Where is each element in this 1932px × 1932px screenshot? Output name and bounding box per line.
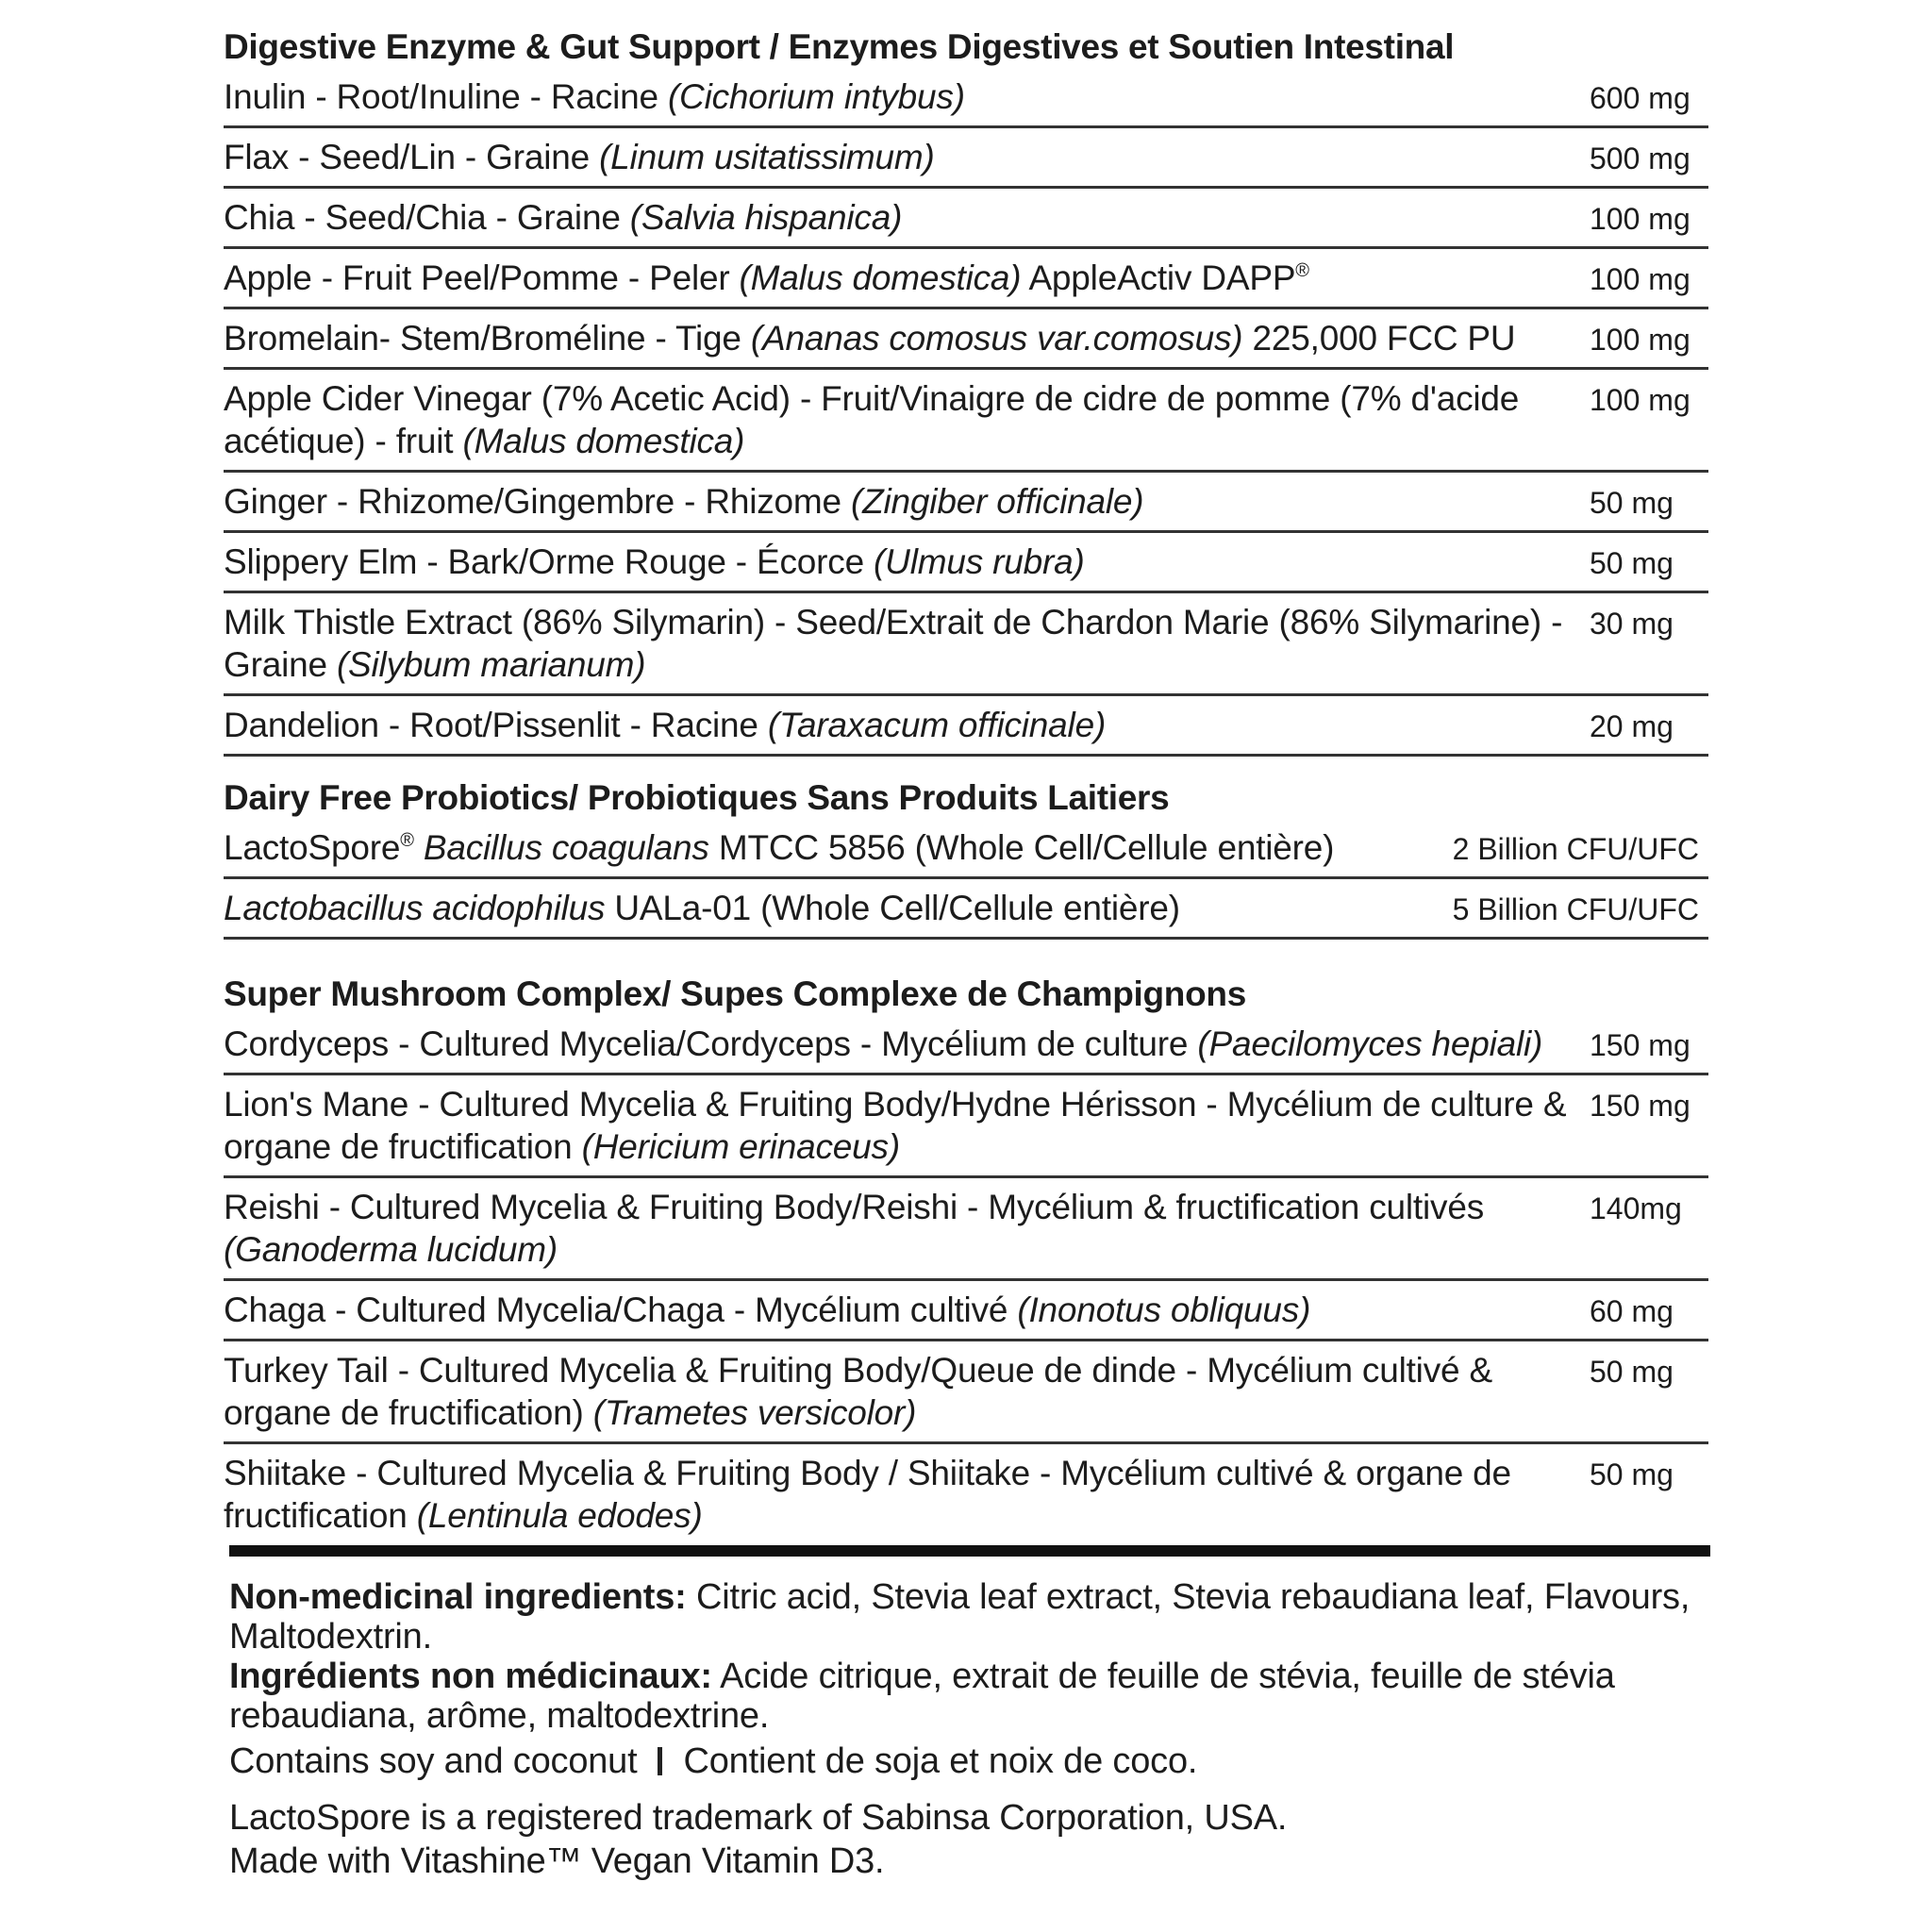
ingredient-text: Cordyceps - Cultured Mycelia/Cordyceps - Mycélium de culture [224,1024,1198,1063]
ingredient-amount: 100 mg [1590,383,1690,417]
scientific-name: (Silybum marianum) [336,645,646,684]
ingredient-row [224,1075,1708,1178]
ingredient-row [224,533,1708,593]
allergen-line [229,1740,1720,1783]
ingredient-name [224,75,1582,118]
section-digestive [224,26,1708,757]
ingredient-text: MTCC 5856 (Whole Cell/Cellule entière) [708,828,1335,867]
nmi-en-label: Non-medicinal ingredients: [229,1577,687,1617]
notes-block [229,1577,1720,1883]
section-title: Super Mushroom Complex/ Supes Complexe de Champignons [224,974,1246,1013]
scientific-name: (Salvia hispanica) [629,198,903,237]
scientific-name: (Taraxacum officinale) [767,706,1107,744]
ingredient-text: Reishi - Cultured Mycelia & Fruiting Body/Reishi - Mycélium & fructification cultivés [224,1188,1484,1226]
ingredient-text: Milk Thistle Extract (86% Silymarin) - Seed/Extrait de Chardon Marie (86% Silymarine) - Graine [224,603,1563,684]
ingredient-row [224,593,1708,696]
ingredient-list [224,68,1708,757]
ingredient-row [224,1015,1708,1075]
ingredient-row [224,819,1708,879]
made-rest: itashine™ Vegan Vitamin D3. [424,1841,885,1881]
scientific-name: (Cichorium intybus) [667,77,965,116]
divider-rule [229,1545,1710,1557]
ingredient-text: Inulin - Root/Inuline - Racine [224,77,668,116]
registered-mark: ® [1295,260,1309,281]
ingredient-text: Ginger - Rhizome/Gingembre - Rhizome [224,482,851,521]
scientific-name: (Trametes versicolor) [592,1393,917,1432]
ingredient-name [224,1289,1582,1331]
ingredient-row [224,1281,1708,1341]
ingredient-list [224,819,1708,940]
ingredient-amount: 50 mg [1590,1457,1674,1491]
ingredient-amount: 500 mg [1590,142,1690,175]
ingredient-text: 225,000 FCC PU [1242,319,1516,358]
ingredient-text: LactoSpore [224,828,401,867]
made-prefix: Made with V [229,1841,425,1881]
ingredient-amount: 50 mg [1590,1355,1674,1389]
scientific-name: (Hericium erinaceus) [581,1127,900,1166]
scientific-name: (Lentinula edodes) [416,1496,703,1535]
scientific-name: Lactobacillus acidophilus [224,889,606,927]
ingredient-name [224,317,1582,359]
section-title: Digestive Enzyme & Gut Support / Enzymes Digestives et Soutien Intestinal [224,27,1455,66]
ingredient-amount: 100 mg [1590,202,1690,236]
ingredient-amount: 50 mg [1590,486,1674,520]
ingredient-row [224,128,1708,189]
ingredient-text: Flax - Seed/Lin - Graine [224,138,600,176]
ingredient-row [224,1178,1708,1281]
ingredient-name [224,887,1412,929]
ingredient-name [224,136,1582,178]
ingredient-amount: 30 mg [1590,607,1674,641]
scientific-name: (Ananas comosus var.comosus) [750,319,1243,358]
ingredient-amount: 140mg [1590,1191,1682,1225]
ingredient-amount: 100 mg [1590,262,1690,296]
ingredient-row [224,249,1708,309]
ingredient-amount: 60 mg [1590,1294,1674,1328]
ingredient-text: Chia - Seed/Chia - Graine [224,198,630,237]
scientific-name: (Zingiber officinale) [851,482,1144,521]
ingredient-amount: 50 mg [1590,546,1674,580]
ingredient-name [224,704,1582,746]
scientific-name: Bacillus coagulans [413,828,709,867]
ingredient-name [224,826,1412,869]
scientific-name: (Inonotus obliquus) [1017,1291,1311,1329]
ingredient-row [224,189,1708,249]
nmi-en-text: Citric acid, Stevia leaf extract, Stevia rebaudiana leaf, Flavours, Maltodextrin. [229,1577,1690,1657]
ingredient-row [224,1444,1708,1544]
scientific-name: (Ganoderma lucidum) [224,1230,558,1269]
non-medicinal-fr [229,1657,1720,1736]
ingredient-row [224,370,1708,473]
contains-en: Contains soy and coconut [229,1741,638,1781]
ingredient-name [224,257,1582,299]
ingredient-text: AppleActiv DAPP [1021,258,1296,297]
ingredient-name [224,196,1582,239]
ingredient-row [224,696,1708,757]
ingredient-row [224,473,1708,533]
scientific-name: (Linum usitatissimum) [599,138,935,176]
ingredient-row [224,68,1708,128]
ingredient-name [224,1349,1582,1434]
vitashine-line [229,1840,1720,1883]
ingredient-amount: 100 mg [1590,323,1690,357]
ingredient-text: Lion's Mane - Cultured Mycelia & Fruiting Body/Hydne Hérisson - Mycélium de culture & organe de fructification [224,1085,1567,1166]
ingredient-amount: 5 Billion CFU/UFC [1452,892,1699,926]
ingredient-name [224,1452,1582,1537]
registered-mark: ® [400,830,414,851]
ingredient-text: Dandelion - Root/Pissenlit - Racine [224,706,768,744]
ingredient-amount: 600 mg [1590,81,1690,115]
trademark-line: LactoSpore is a registered trademark of Sabinsa Corporation, USA. [229,1798,1288,1838]
contains-fr: Contient de soja et noix de coco. [683,1741,1198,1781]
ingredient-text: Apple - Fruit Peel/Pomme - Peler [224,258,740,297]
non-medicinal-en [229,1577,1720,1657]
ingredient-text: Turkey Tail - Cultured Mycelia & Fruiting Body/Queue de dinde - Mycélium cultivé & organe de fructification) [224,1351,1492,1432]
section-title: Dairy Free Probiotics/ Probiotiques Sans Produits Laitiers [224,778,1170,817]
ingredient-amount: 2 Billion CFU/UFC [1452,832,1699,866]
ingredient-text: Chaga - Cultured Mycelia/Chaga - Mycélium cultivé [224,1291,1018,1329]
section-probiotics [224,777,1708,940]
separator-bar [658,1747,662,1775]
ingredient-amount: 20 mg [1590,709,1674,743]
ingredient-list [224,1015,1708,1544]
scientific-name: (Malus domestica) [462,422,745,460]
ingredient-name [224,1083,1582,1168]
ingredient-row [224,1341,1708,1444]
ingredient-name [224,541,1582,583]
ingredient-name [224,1186,1582,1271]
ingredient-name [224,601,1582,686]
ingredient-amount: 150 mg [1590,1028,1690,1062]
nmi-fr-text: Acide citrique, extrait de feuille de stévia, feuille de stévia rebaudiana, arôme, maltodextrine. [229,1657,1615,1736]
section-mushroom [224,974,1708,1544]
ingredient-text: Bromelain- Stem/Broméline - Tige [224,319,751,358]
scientific-name: (Paecilomyces hepiali) [1197,1024,1543,1063]
ingredient-text: UALa-01 (Whole Cell/Cellule entière) [605,889,1180,927]
ingredient-text: Apple Cider Vinegar (7% Acetic Acid) - Fruit/Vinaigre de cidre de pomme (7% d'acide acétique) - fruit [224,379,1520,460]
ingredient-text: Slippery Elm - Bark/Orme Rouge - Écorce [224,542,874,581]
scientific-name: (Malus domestica) [739,258,1022,297]
ingredient-amount: 150 mg [1590,1089,1690,1123]
ingredient-name [224,377,1582,462]
ingredient-row [224,309,1708,370]
ingredient-row [224,879,1708,940]
nmi-fr-label: Ingrédients non médicinaux: [229,1657,712,1696]
scientific-name: (Ulmus rubra) [874,542,1085,581]
ingredient-text: Shiitake - Cultured Mycelia & Fruiting Body / Shiitake - Mycélium cultivé & organe de fructification [224,1454,1511,1535]
ingredients-panel [224,26,1708,1544]
ingredient-name [224,480,1582,523]
ingredient-name [224,1023,1582,1065]
